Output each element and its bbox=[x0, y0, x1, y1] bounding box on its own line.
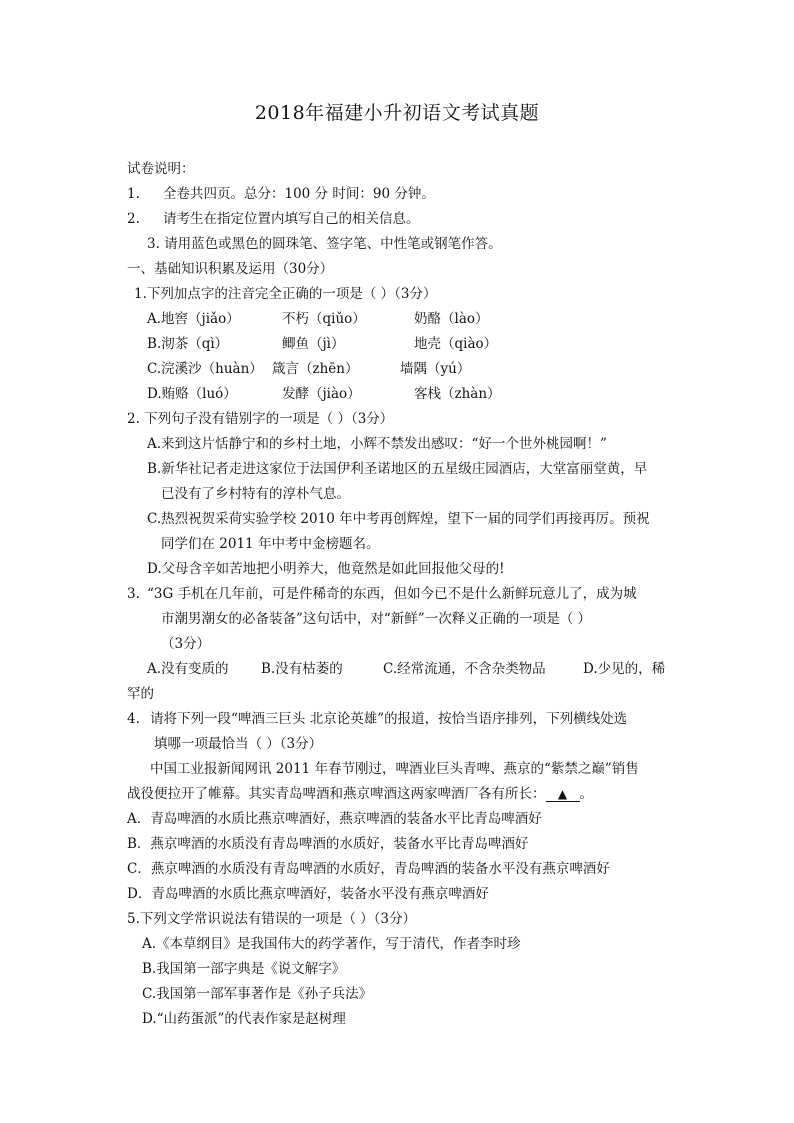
q1-option-c-3: 墙隅（yú） bbox=[400, 361, 471, 377]
q3-option-d-wrap: 罕的 bbox=[127, 686, 154, 702]
q5-option-a: A.《本草纲目》是我国伟大的药学著作，写于清代，作者李时珍 bbox=[142, 936, 521, 952]
section-heading: 一、基础知识积累及运用（30分） bbox=[127, 261, 334, 277]
q4-passage-text: 战役便拉开了帷幕。其实青岛啤酒和燕京啤酒这两家啤酒厂各有所长： bbox=[127, 786, 546, 802]
question-4-stem-line2: 填哪一项最恰当（ ）（3分） bbox=[154, 736, 323, 752]
q4-option-c: C．燕京啤酒的水质没有青岛啤酒的水质好，青岛啤酒的装备水平没有燕京啤酒好 bbox=[127, 861, 610, 877]
question-2-stem: 2. 下列句子没有错别字的一项是（ ）（3分） bbox=[127, 411, 394, 427]
q5-option-b: B.我国第一部字典是《说文解字》 bbox=[142, 961, 346, 977]
question-3-stem-line3: （3分） bbox=[161, 636, 211, 652]
q1-option-d-2: 发酵（jiào） bbox=[282, 386, 361, 402]
q1-option-a-2: 不朽（qiǔo） bbox=[282, 311, 366, 327]
question-1-stem: 1.下列加点字的注音完全正确的一项是（ ）（3分） bbox=[134, 286, 437, 302]
q2-option-c-line1: C.热烈祝贺采荷实验学校 2010 年中考再创辉煌，望下一届的同学们再接再厉。预祝 bbox=[147, 511, 650, 527]
q3-option-b: B.没有枯萎的 bbox=[261, 661, 343, 677]
q2-option-a: A.来到这片恬静宁和的乡村土地，小辉不禁发出感叹：“好一个世外桃园啊！” bbox=[147, 436, 607, 452]
q1-option-a-1: A.地窖（jiǎo） bbox=[147, 311, 240, 327]
q4-passage-line2 bbox=[127, 785, 593, 803]
instruction-1-number: 1. bbox=[127, 186, 140, 202]
q1-option-a-3: 奶酪（lào） bbox=[414, 311, 489, 327]
instruction-2-number: 2. bbox=[127, 211, 140, 227]
q2-option-b-line2: 已没有了乡村特有的淳朴气息。 bbox=[161, 486, 350, 502]
q1-option-b-1: B.沏茶（qì） bbox=[147, 336, 229, 352]
q2-option-d: D.父母含辛如苦地把小明养大，他竟然是如此回报他父母的! bbox=[147, 561, 505, 577]
q1-option-d-3: 客栈（zhàn） bbox=[414, 386, 501, 402]
q4-passage-end: 。 bbox=[579, 786, 593, 802]
triangle-marker: ▲ bbox=[557, 787, 568, 801]
q3-option-d: D.少见的，稀 bbox=[583, 661, 666, 677]
answer-blank[interactable] bbox=[546, 787, 580, 802]
question-3-stem-line2: 市潮男潮女的必备装备”这句话中，对“新鲜”一次释义正确的一项是（ ） bbox=[161, 611, 591, 627]
instructions-heading: 试卷说明： bbox=[127, 161, 195, 177]
q5-option-d: D.“山药蛋派”的代表作家是赵树理 bbox=[142, 1011, 346, 1027]
question-4-number: 4. bbox=[127, 711, 140, 727]
q4-option-d: D．青岛啤酒的水质比燕京啤酒好，装备水平没有燕京啤酒好 bbox=[127, 886, 489, 902]
q1-option-b-3: 地壳（qiào） bbox=[414, 336, 498, 352]
question-3-stem-line1: “3G 手机在几年前，可是件稀奇的东西，但如今已不是什么新鲜玩意儿了，成为城 bbox=[147, 586, 637, 602]
q4-option-a: A．青岛啤酒的水质比燕京啤酒好，燕京啤酒的装备水平比青岛啤酒好 bbox=[127, 811, 542, 827]
q1-option-b-2: 鲫鱼（jì） bbox=[282, 336, 345, 352]
q4-option-b: B．燕京啤酒的水质没有青岛啤酒的水质好，装备水平比青岛啤酒好 bbox=[127, 836, 529, 852]
question-5-stem: 5.下列文学常识说法有错误的一项是（ ）（3分） bbox=[127, 911, 417, 927]
q2-option-b-line1: B.新华社记者走进这家位于法国伊利圣诺地区的五星级庄园酒店，大堂富丽堂黄，早 bbox=[147, 461, 648, 477]
q4-passage-line1: 中国工业报新闻网讯 2011 年春节刚过，啤酒业巨头青啤、燕京的“紫禁之巅”销售 bbox=[150, 761, 639, 777]
instruction-3-text: 3. 请用蓝色或黑色的圆珠笔、签字笔、中性笔或钢笔作答。 bbox=[147, 236, 502, 252]
q1-option-d-1: D.贿赂（luó） bbox=[147, 386, 237, 402]
q3-option-c: C.经常流通，不含杂类物品 bbox=[383, 661, 546, 677]
page-title: 2018年福建小升初语文考试真题 bbox=[254, 102, 540, 124]
question-4-stem-line1: 请将下列一段“啤酒三巨头 北京论英雄”的报道，按恰当语序排列，下列横线处选 bbox=[150, 711, 628, 727]
q1-option-c-2: 箴言（zhēn） bbox=[272, 361, 359, 377]
instruction-1-text: 全卷共四页。总分：100 分 时间：90 分钟。 bbox=[163, 186, 435, 202]
q5-option-c: C.我国第一部军事著作是《孙子兵法》 bbox=[142, 986, 373, 1002]
q3-option-a: A.没有变质的 bbox=[147, 661, 229, 677]
question-3-number: 3. bbox=[127, 586, 140, 602]
instruction-2-text: 请考生在指定位置内填写自己的相关信息。 bbox=[163, 211, 420, 227]
q2-option-c-line2: 同学们在 2011 年中考中金榜题名。 bbox=[161, 536, 380, 552]
q1-option-c-1: C.浣溪沙（huàn） bbox=[147, 361, 263, 377]
